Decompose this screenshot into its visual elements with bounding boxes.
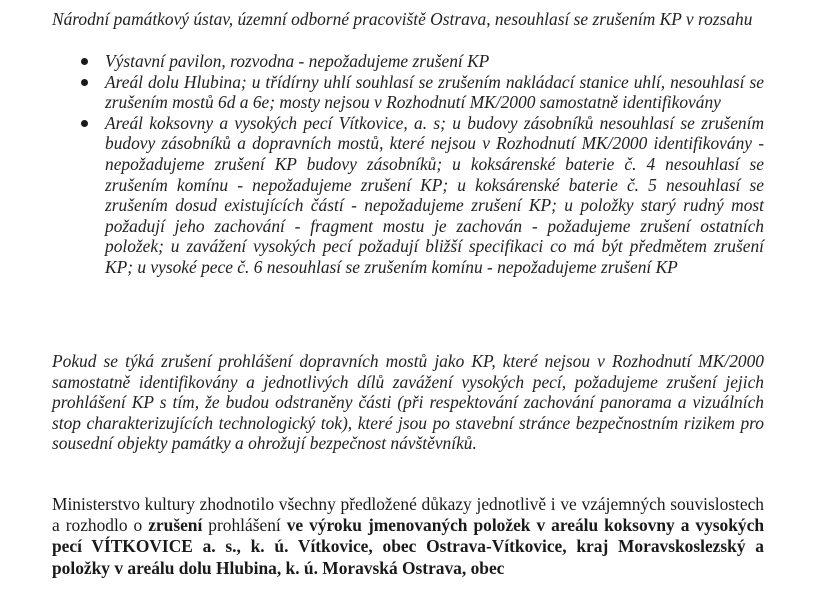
list-item — [52, 72, 764, 113]
bullet-icon — [81, 58, 88, 65]
bullet-icon — [81, 79, 88, 86]
list-item-text: Areál koksovny a vysokých pecí Vítkovice, a. s; u budovy zásobníků nesouhlasí se zrušením budovy zásobníků a dopravních mostů, které nejsou v Rozhodnutí MK/2000 identifikovány - nepožadujeme zrušení KP budovy zásobníků; u koksárenské baterie č. 4 nesouhlasí se zrušením komínu - nepožadujeme zrušení KP; u koksárenské baterie č. 5 nesouhlasí se zrušením dosud existujících částí - nepožadujeme zrušení KP; u položky starý rudný most požadují jeho zachování - fragment mostu je zachován - požadujeme zrušení ostatních položek; u zavážení vysokých pecí požadují bližší specifikaci co má být předmětem zrušení KP; u vysoké pece č. 6 nesouhlasí se zrušením komínu - nepožadujeme zrušení KP — [105, 112, 764, 277]
decision-text-part3: prohlášení — [202, 515, 287, 536]
objection-list — [52, 51, 764, 278]
intro-paragraph: Národní památkový ústav, územní odborné pracoviště Ostrava, nesouhlasí se zrušením KP v rozsahu — [52, 9, 753, 29]
ministry-decision-paragraph — [52, 494, 764, 579]
decision-text-bold2: ve výroku jmenovaných položek v areálu koksovny a vysokých pecí VÍTKOVICE a. s., k. ú. Vítkovice, obec Ostrava-Vítkovice, kraj Moravskoslezský a položky v areálu dolu Hlubina, k. ú. Moravská Ostrava, obec — [52, 515, 764, 578]
transport-bridges-paragraph: Pokud se týká zrušení prohlášení dopravních mostů jako KP, které nejsou v Rozhodnutí MK/2000 samostatně identifikovány a jednotlivých dílů zavážení vysokých pecí, požadujeme zrušení jejich prohlášení KP s tím, že budou odstraněny části (při respektování zachování panorama a vizuálních stop charakterizujících technologický tok), které jsou po stavební stránce bezpečnostním rizikem pro sousední objekty památky a ohrožují bezpečnost návštěvníků. — [52, 351, 764, 454]
bullet-icon — [81, 120, 88, 127]
list-item-text: Areál dolu Hlubina; u třídírny uhlí souhlasí se zrušením nakládací stanice uhlí, nesouhlasí se zrušením mostů 6d a 6e; mosty nejsou v Rozhodnutí MK/2000 samostatně identifikovány — [105, 71, 764, 113]
list-item — [52, 113, 764, 278]
list-item — [52, 51, 764, 72]
list-item-text: Výstavní pavilon, rozvodna - nepožadujeme zrušení KP — [105, 51, 490, 71]
decision-text-part1: Ministerstvo kultury zhodnotilo všechny předložené důkazy jednotlivě i ve vzájemných souvislostech a rozhodlo o — [52, 494, 764, 536]
decision-text-bold1: zrušení — [148, 515, 203, 536]
